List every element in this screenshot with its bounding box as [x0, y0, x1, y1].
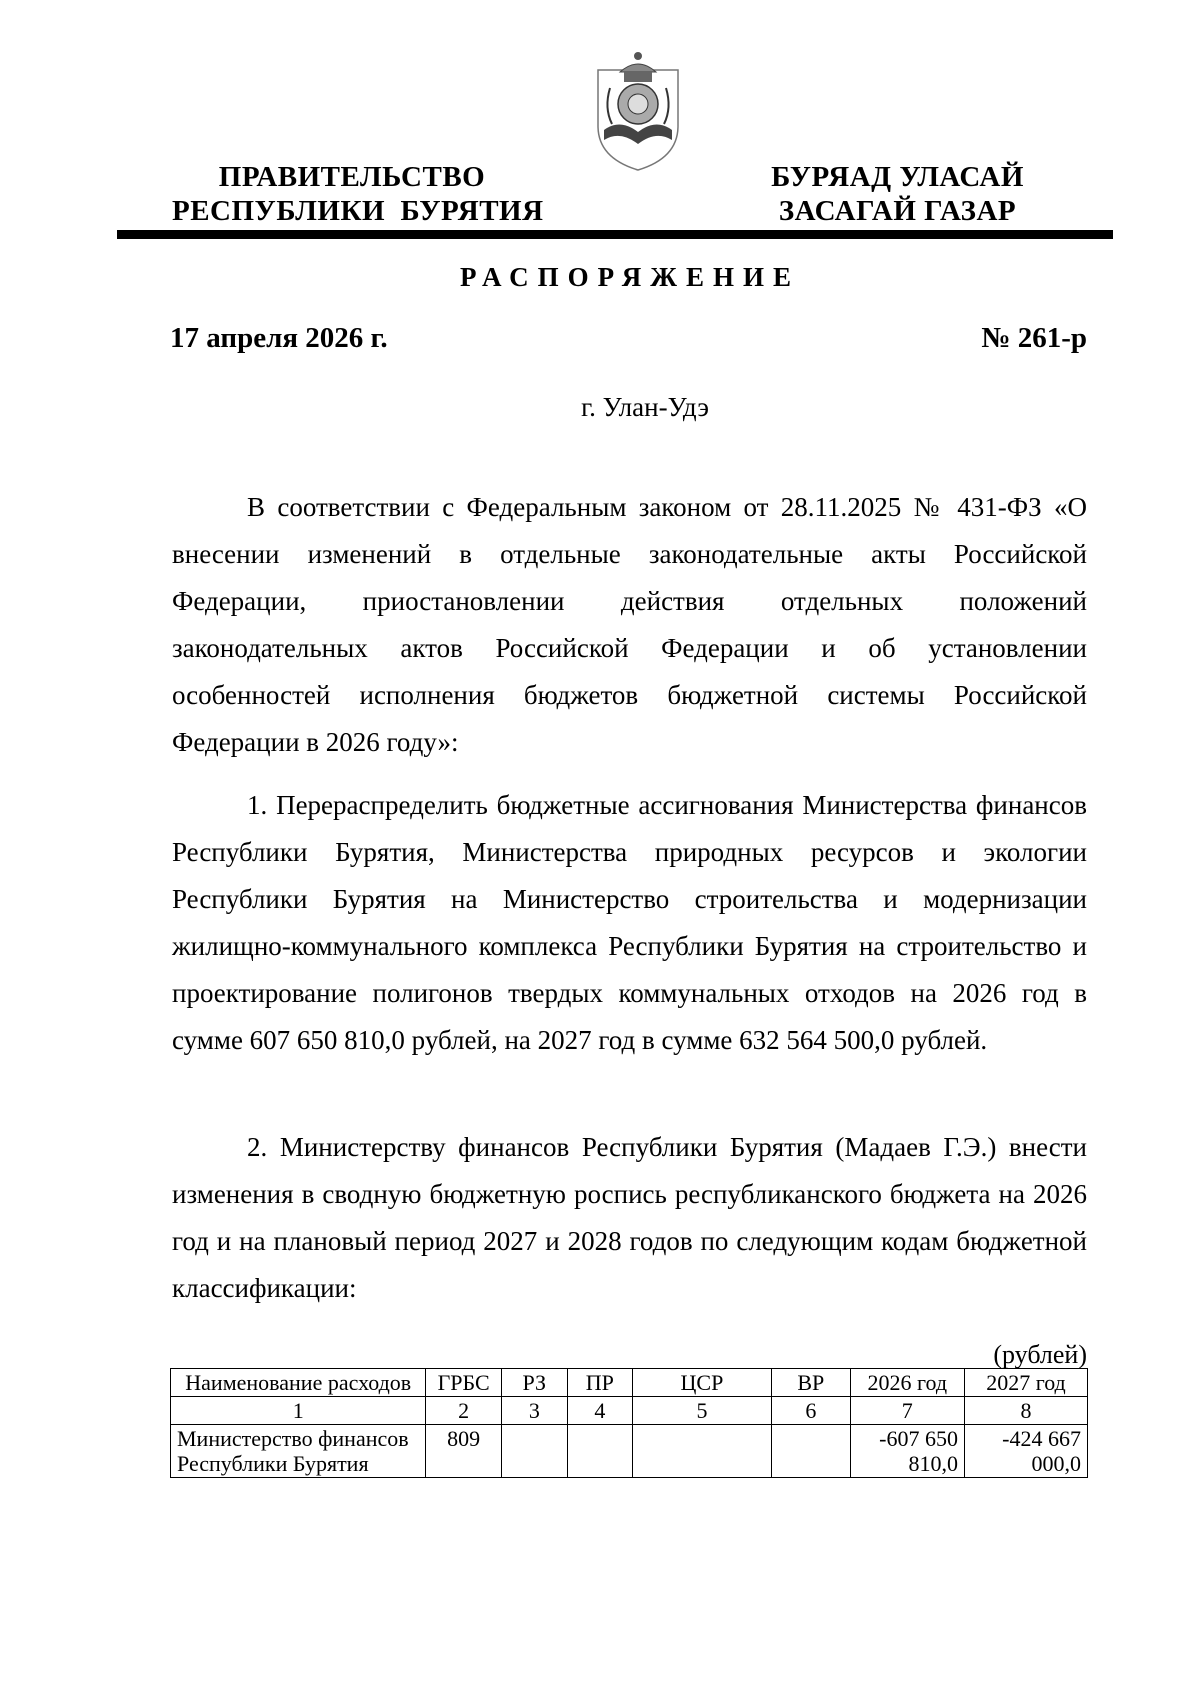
- government-name-buryat-line1: БУРЯАД УЛАСАЙ: [771, 161, 1024, 193]
- clause-2-paragraph: 2. Министерству финансов Республики Бурятия (Мадаев Г.Э.) внести изменения в сводную бюджетную роспись республиканского бюджета на 2026 год и на плановый период 2027 и 2028 годов по следующим кодам бюджетной классификации:: [172, 1132, 1087, 1303]
- header-cell: ГРБС: [426, 1369, 501, 1397]
- column-number-cell: 5: [632, 1397, 771, 1425]
- budget-table: [170, 1368, 1088, 1478]
- document-city: г. Улан-Удэ: [581, 392, 709, 422]
- rz-cell: [501, 1425, 567, 1478]
- vr-cell: [772, 1425, 851, 1478]
- column-number-cell: 2: [426, 1397, 501, 1425]
- government-name-buryat: [745, 160, 1050, 228]
- government-name-buryat-line2: ЗАСАГАЙ ГАЗАР: [778, 195, 1017, 227]
- amount-2026-cell: -607 650 810,0: [850, 1425, 964, 1478]
- grbs-cell: 809: [426, 1425, 501, 1478]
- table-unit-label: (рублей): [993, 1340, 1087, 1369]
- amount-2027-cell: -424 667 000,0: [964, 1425, 1087, 1478]
- column-number-cell: 7: [850, 1397, 964, 1425]
- column-number-cell: 6: [772, 1397, 851, 1425]
- column-number-row: [171, 1397, 1088, 1425]
- header-cell: 2026 год: [850, 1369, 964, 1397]
- expense-name-cell: Министерство финансов Республики Бурятия: [171, 1425, 426, 1478]
- coat-of-arms-icon: [590, 48, 686, 172]
- government-name-russian-line1: ПРАВИТЕЛЬСТВО: [218, 161, 486, 193]
- header-cell: 2027 год: [964, 1369, 1087, 1397]
- header-cell: ПР: [567, 1369, 632, 1397]
- preamble-paragraph: В соответствии с Федеральным законом от 28.11.2025 № 431-ФЗ «О внесении изменений в отдельные законодательные акты Российской Федерации, приостановлении действия отдельных положений законодательных актов Российской Федерации и об установлении особенностей исполнения бюджетов бюджетной системы Российской Федерации в 2026 году»:: [172, 492, 1087, 757]
- document-number: № 261-р: [981, 322, 1087, 354]
- column-number-cell: 8: [964, 1397, 1087, 1425]
- table-header-row: [171, 1369, 1088, 1397]
- header-cell: ВР: [772, 1369, 851, 1397]
- table-row: [171, 1425, 1088, 1478]
- pr-cell: [567, 1425, 632, 1478]
- clause-1-paragraph: 1. Перераспределить бюджетные ассигнования Министерства финансов Республики Бурятия, Министерства природных ресурсов и экологии Республики Бурятия на Министерство строительства и модернизации жилищно-коммунального комплекса Республики Бурятия на строительство и проектирование полигонов твердых коммунальных отходов на 2026 год в сумме 607 650 810,0 рублей, на 2027 год в сумме 632 564 500,0 рублей.: [172, 790, 1087, 1055]
- column-number-cell: 3: [501, 1397, 567, 1425]
- header-cell: Наименование расходов: [171, 1369, 426, 1397]
- column-number-cell: 4: [567, 1397, 632, 1425]
- header-divider: [117, 230, 1113, 239]
- column-number-cell: 1: [171, 1397, 426, 1425]
- header-cell: РЗ: [501, 1369, 567, 1397]
- government-name-russian: [172, 160, 544, 228]
- csr-cell: [632, 1425, 771, 1478]
- document-type: РАСПОРЯЖЕНИЕ: [459, 262, 801, 292]
- header-cell: ЦСР: [632, 1369, 771, 1397]
- document-date: 17 апреля 2026 г.: [170, 322, 388, 354]
- government-name-russian-line2: РЕСПУБЛИКИ БУРЯТИЯ: [172, 195, 544, 227]
